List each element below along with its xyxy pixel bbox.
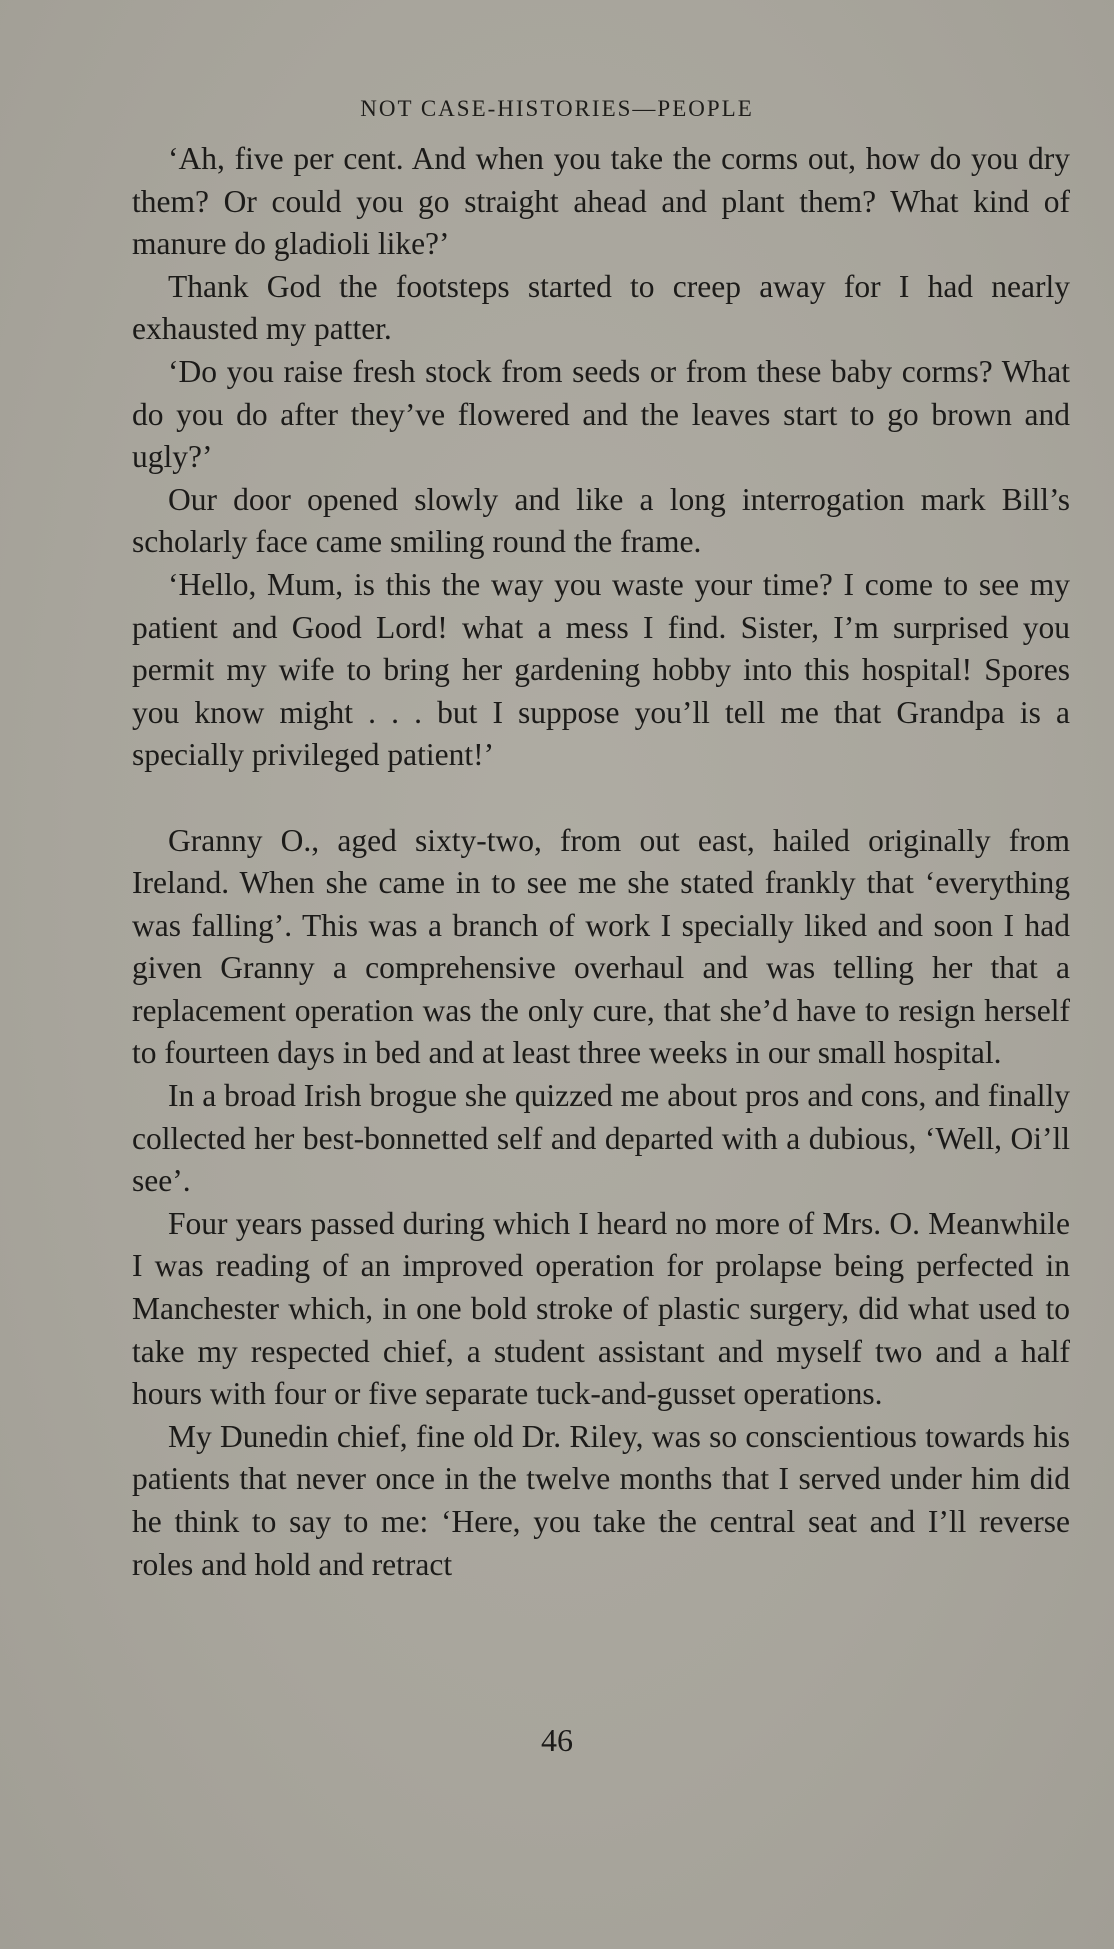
paragraph: Four years passed during which I heard no more of Mrs. O. Meanwhile I was reading of an improved operation for prolapse being perfected in Manchester which, in one bold stroke of plastic surgery, did what used to take my respected chief, a student assistant and myself two and a half hours with four or five separate tuck-and-gusset operations. — [132, 1205, 1070, 1412]
paragraph: Granny O., aged sixty-two, from out east, hailed originally from Ireland. When she came in to see me she stated frankly that ‘everything was falling’. This was a branch of work I specially liked and soon I had given Granny a comprehensive overhaul and was telling her that a replacement operation was the only cure, that she’d have to resign herself to fourteen days in bed and at least three weeks in our small hospital. — [132, 822, 1070, 1071]
paragraph: In a broad Irish brogue she quizzed me about pros and cons, and finally collected her best-bonnetted self and departed with a dubious, ‘Well, Oi’ll see’. — [132, 1078, 1070, 1199]
body-text — [132, 138, 1070, 1586]
paragraph: ‘Ah, five per cent. And when you take the corms out, how do you dry them? Or could you go straight ahead and plant them? What kind of manure do gladioli like?’ — [132, 141, 1070, 262]
paragraph: ‘Do you raise fresh stock from seeds or from these baby corms? What do you do after they’ve flowered and the leaves start to go brown and ugly?’ — [132, 353, 1070, 475]
paragraph: Our door opened slowly and like a long interrogation mark Bill’s scholarly face came smiling round the frame. — [132, 481, 1070, 560]
paragraph: Thank God the footsteps started to creep away for I had nearly exhausted my patter. — [132, 268, 1070, 347]
page-number: 46 — [541, 1722, 573, 1758]
paragraph: ‘Hello, Mum, is this the way you waste your time? I come to see my patient and Good Lord! what a mess I find. Sister, I’m surprised you permit my wife to bring her gardening hobby into this hospital! Spores you know might . . . but I suppose you’ll tell me that Grandpa is a specially privileged patient!’ — [132, 566, 1070, 773]
running-head: NOT CASE-HISTORIES—PEOPLE — [360, 96, 754, 121]
paragraph: My Dunedin chief, fine old Dr. Riley, was so conscientious towards his patients that never once in the twelve months that I served under him did he think to say to me: ‘Here, you take the central seat and I’ll reverse roles and hold and retract — [132, 1418, 1070, 1582]
